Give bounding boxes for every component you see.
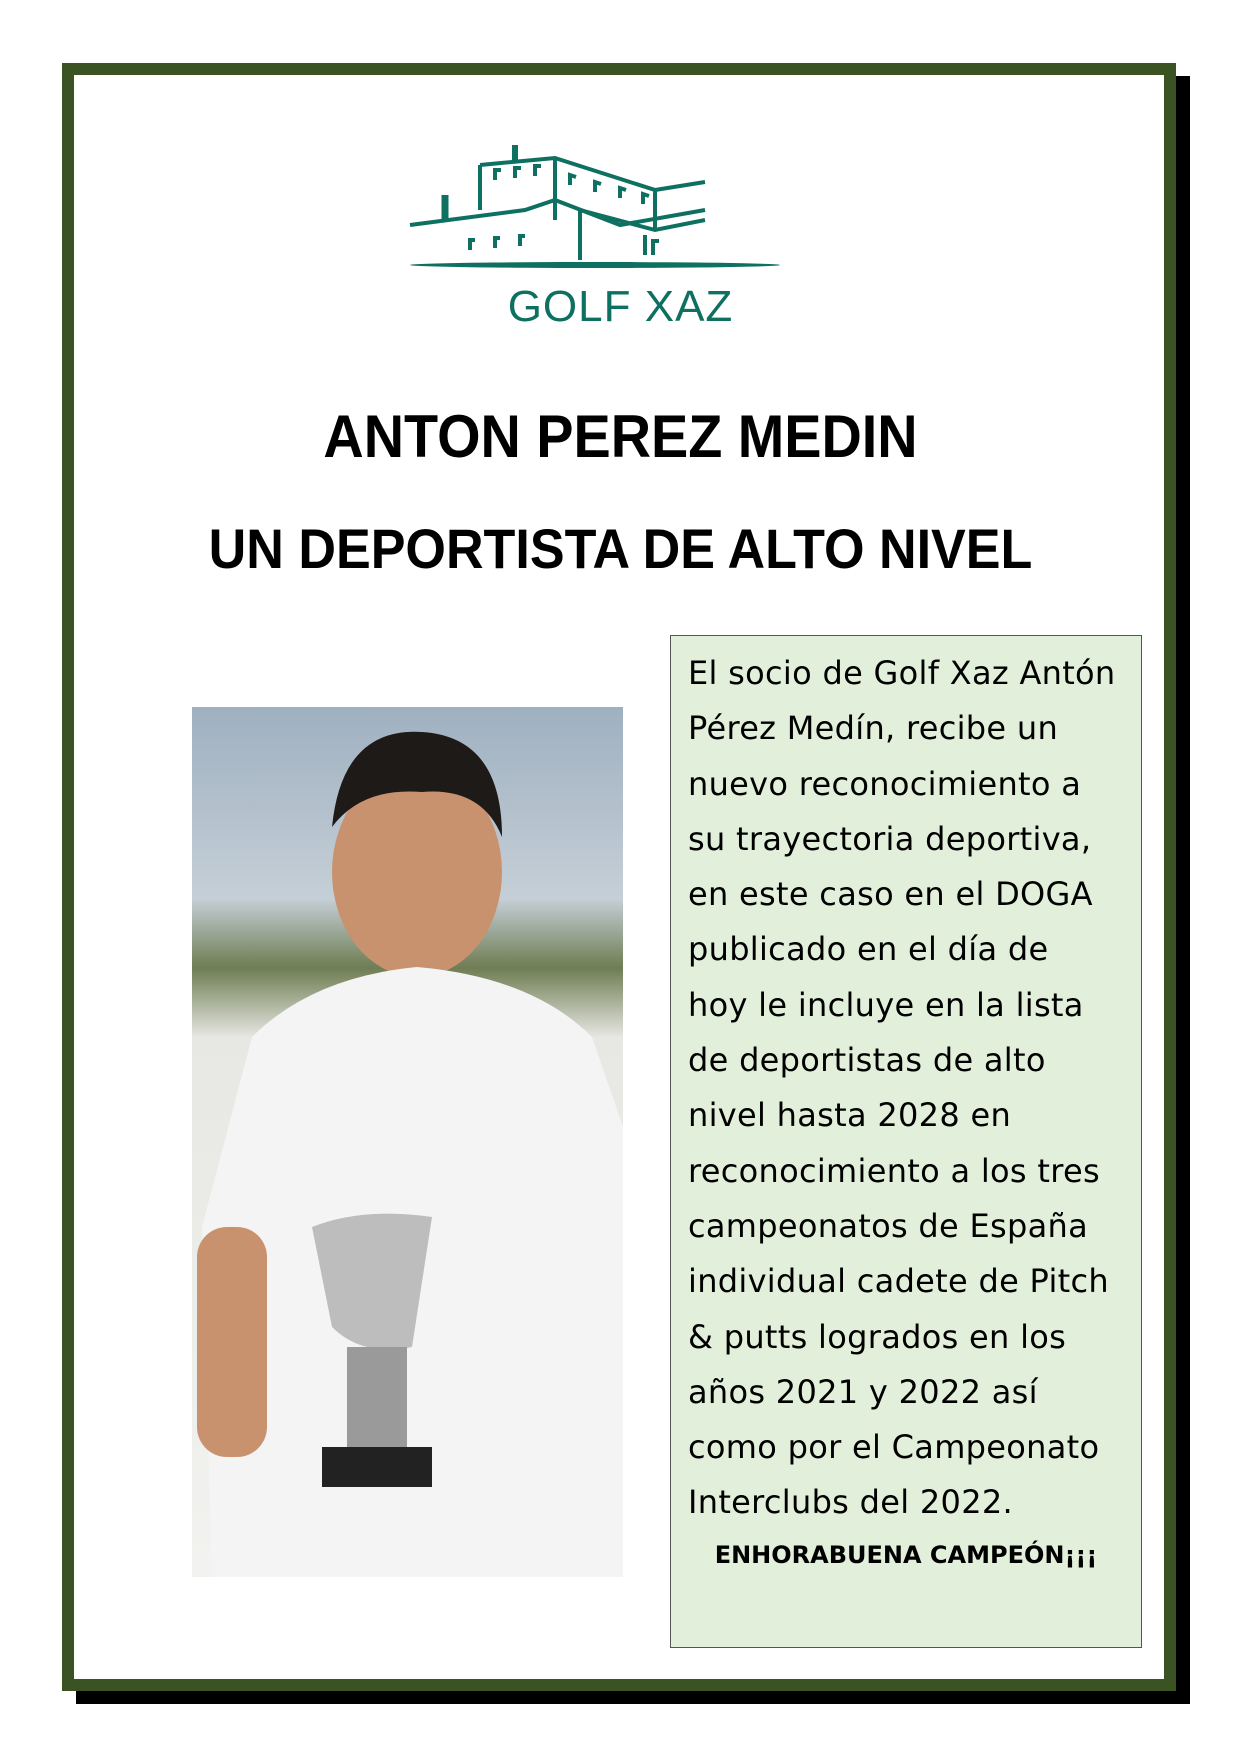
congratulations-text: ENHORABUENA CAMPEÓN¡¡¡ — [714, 1541, 1098, 1569]
article-box — [670, 635, 1142, 1648]
page-title: ANTON PEREZ MEDIN — [323, 403, 918, 470]
logo-text: GOLF XAZ — [507, 282, 734, 331]
athlete-photo — [192, 707, 623, 1577]
page-subtitle: UN DEPORTISTA DE ALTO NIVEL — [208, 517, 1033, 580]
article-body: El socio de Golf Xaz Antón Pérez Medín, recibe un nuevo reconocimiento a su trayectoria deportiva, en este caso en el DOGA publicado en el día de hoy le incluye en la lista de deportistas de alto nivel hasta 2028 en reconocimiento a los tres campeonatos de España individual cadete de Pitch & putts logrados en los años 2021 y 2022 así como por el Campeonato Interclubs del 2022. — [688, 654, 1116, 1522]
